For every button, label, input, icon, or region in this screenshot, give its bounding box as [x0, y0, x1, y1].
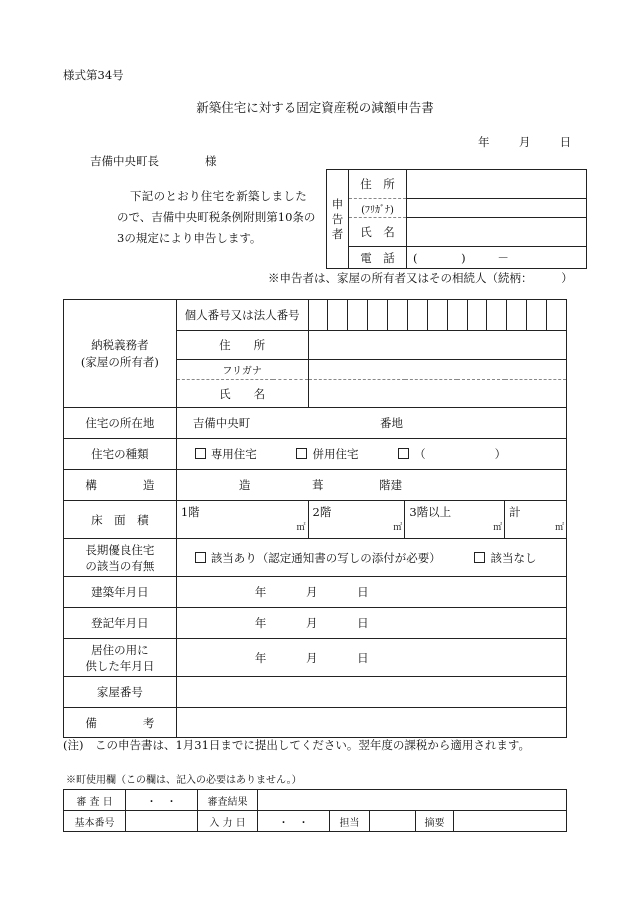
registered-date-label: 登記年月日	[64, 608, 177, 639]
remarks-label: 備 考	[64, 708, 177, 738]
statement-line-1: 下記のとおり住宅を新築しました	[130, 189, 307, 203]
floor-2-field[interactable]: 2階 ㎡	[308, 501, 405, 539]
longterm-yes-checkbox[interactable]	[195, 552, 206, 563]
office-use-table	[63, 789, 567, 832]
summary-label: 摘要	[416, 811, 454, 832]
review-date-field[interactable]: ・ ・	[126, 790, 198, 811]
residence-date-label: 居住の用に 供した年月日	[64, 639, 177, 677]
main-table	[63, 299, 567, 738]
review-date-label: 審 査 日	[64, 790, 126, 811]
honorific: 様	[205, 154, 217, 168]
registered-date-field[interactable]: 年 月 日	[176, 608, 566, 639]
location-label: 住宅の所在地	[64, 408, 177, 439]
type-combined-checkbox[interactable]	[296, 448, 307, 459]
built-date-label: 建築年月日	[64, 577, 177, 608]
location-field[interactable]: 吉備中央町 番地	[176, 408, 566, 439]
taxpayer-name-label: 氏 名	[176, 380, 308, 408]
page-title: 新築住宅に対する固定資産税の減額申告書	[196, 100, 434, 115]
applicant-address-label: 住 所	[349, 170, 407, 199]
applicant-note: ※申告者は、家屋の所有者又はその相続人（続柄： ）	[268, 271, 573, 285]
longterm-no-checkbox[interactable]	[474, 552, 485, 563]
applicant-phone-label: 電 話	[349, 247, 407, 269]
base-number-field[interactable]	[126, 811, 198, 832]
id-number-label: 個人番号又は法人番号	[176, 300, 308, 331]
input-date-label: 入 力 日	[198, 811, 258, 832]
staff-label: 担当	[330, 811, 370, 832]
taxpayer-furigana-label: フリガナ	[176, 360, 308, 380]
taxpayer-name-field[interactable]	[308, 380, 566, 408]
form-number: 様式第34号	[63, 68, 124, 82]
applicant-furigana-field[interactable]	[407, 199, 587, 218]
taxpayer-label: 納税義務者 (家屋の所有者)	[64, 300, 177, 408]
floor-total-field[interactable]: 計 ㎡	[505, 501, 567, 539]
remarks-field[interactable]	[176, 708, 566, 738]
applicant-vertical-label: 申 告 者	[327, 170, 349, 269]
addressee: 吉備中央町長	[90, 154, 159, 168]
statement-line-2: ので、吉備中央町税条例附則第10条の	[117, 210, 316, 224]
floor-3plus-field[interactable]: 3階以上 ㎡	[405, 501, 505, 539]
longterm-label: 長期優良住宅 の該当の有無	[64, 539, 177, 577]
taxpayer-address-label: 住 所	[176, 331, 308, 360]
type-exclusive-checkbox[interactable]	[195, 448, 206, 459]
id-number-field[interactable]	[308, 300, 566, 331]
applicant-name-label: 氏 名	[349, 218, 407, 247]
date-day: 日	[559, 135, 572, 149]
applicant-box	[326, 169, 587, 269]
date-year: 年	[478, 135, 490, 149]
applicant-phone-field[interactable]: ( ) －	[407, 247, 587, 269]
structure-label: 構 造	[64, 470, 177, 501]
floor-1-field[interactable]: 1階 ㎡	[176, 501, 308, 539]
base-number-label: 基本番号	[64, 811, 126, 832]
applicant-name-field[interactable]	[407, 218, 587, 247]
review-result-label: 審査結果	[198, 790, 258, 811]
input-date-field[interactable]: ・ ・	[258, 811, 330, 832]
house-number-label: 家屋番号	[64, 677, 177, 708]
office-use-note: ※町使用欄（この欄は、記入の必要はありません。）	[66, 775, 302, 786]
review-result-field[interactable]	[258, 790, 567, 811]
type-other-checkbox[interactable]	[398, 448, 409, 459]
taxpayer-address-field[interactable]	[308, 331, 566, 360]
residence-date-field[interactable]: 年 月 日	[176, 639, 566, 677]
applicant-furigana-label: (ﾌﾘｶﾞﾅ)	[349, 199, 407, 218]
date-month: 月	[518, 135, 531, 149]
staff-field[interactable]	[370, 811, 416, 832]
longterm-field: 該当あり（認定通知書の写しの添付が必要） 該当なし	[176, 539, 566, 577]
footnote: (注) この申告書は、1月31日までに提出してください。翌年度の課税から適用されます。	[63, 738, 530, 752]
applicant-address-field[interactable]	[407, 170, 587, 199]
type-label: 住宅の種類	[64, 439, 177, 470]
statement-line-3: 3の規定により申告します。	[117, 231, 262, 245]
house-number-field[interactable]	[176, 677, 566, 708]
summary-field[interactable]	[454, 811, 567, 832]
date-line	[478, 134, 571, 150]
type-field: 専用住宅 併用住宅 （ ）	[176, 439, 566, 470]
taxpayer-furigana-field[interactable]	[308, 360, 566, 380]
floor-area-label: 床 面 積	[64, 501, 177, 539]
structure-field[interactable]: 造 葺 階建	[176, 470, 566, 501]
built-date-field[interactable]: 年 月 日	[176, 577, 566, 608]
